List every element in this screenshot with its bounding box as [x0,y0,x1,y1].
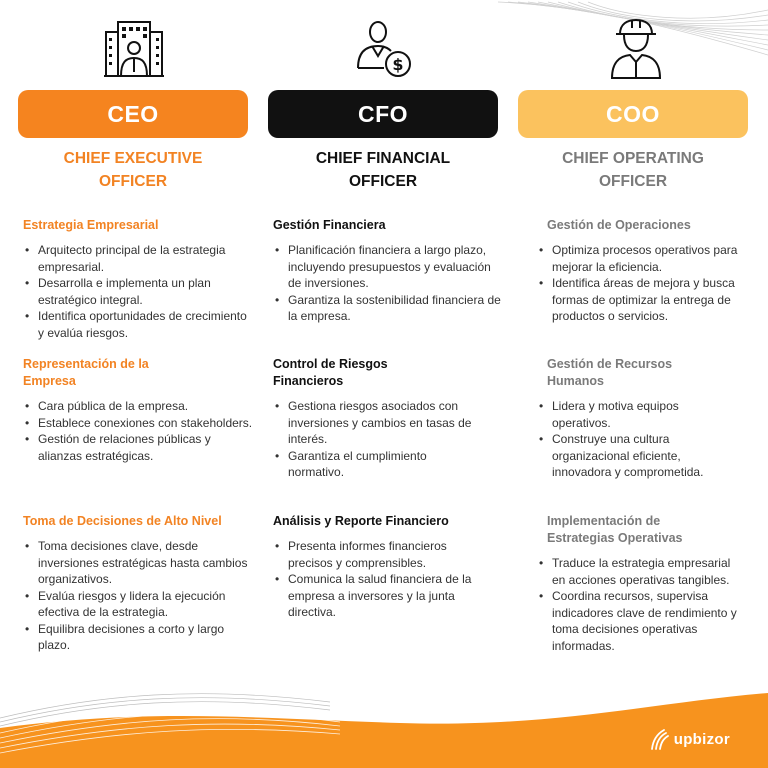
section-heading: Implementación de Estrategias Operativas [547,514,683,545]
brand-name: upbizor [673,730,730,748]
list-item: • Desarrolla e implementa un plan estratégico integral. [23,275,253,308]
section-heading: Análisis y Reporte Financiero [273,514,449,528]
list-item: • Comunica la salud financiera de la empresa a inversores y la junta directiva. [273,571,483,621]
office-building-executive-icon [104,18,164,82]
section-heading: Representación de la Empresa [23,357,149,388]
list-item: • Establece conexiones con stakeholders. [23,415,253,432]
list-item: • Construye una cultura organizacional eficiente, innovadora y comprometida. [537,431,737,481]
coo-title-line2: OFFICER [598,173,668,190]
ceo-section-representation [23,356,253,464]
list-item: • Coordina recursos, supervisa indicadores clave de rendimiento y toma decisiones operativas informadas. [537,588,737,654]
section-heading: Gestión Financiera [273,218,386,232]
ceo-title-line2: OFFICER [98,173,168,190]
list-item: • Identifica oportunidades de crecimiento y evalúa riesgos. [23,308,253,341]
list-item: • Cara pública de la empresa. [23,398,253,415]
list-item: • Identifica áreas de mejora y busca formas de optimizar la entrega de productos o servicios. [537,275,762,325]
coo-section-operations [547,217,768,325]
section-heading: Gestión de Operaciones [547,218,691,232]
section-heading: Control de Riesgos Financieros [273,357,388,388]
cfo-badge: CFO [268,90,498,138]
list-item: • Optimiza procesos operativos para mejorar la eficiencia. [537,242,762,275]
list-item: • Arquitecto principal de la estrategia empresarial. [23,242,253,275]
list-item: • Traduce la estrategia empresarial en acciones operativas tangibles. [537,555,737,588]
coo-section-strategy-implementation [547,513,737,654]
coo-title-line1: CHIEF OPERATING [562,150,704,167]
section-heading: Estrategia Empresarial [23,218,159,232]
businessman-dollar-icon [354,18,414,82]
ceo-title [18,147,248,193]
brand-logo [649,726,730,752]
list-item: • Presenta informes financieros precisos y comprensibles. [273,538,483,571]
ceo-badge: CEO [18,90,248,138]
worker-hardhat-icon [606,18,666,82]
cfo-section-analysis-reporting [273,513,503,621]
list-item: • Evalúa riesgos y lidera la ejecución efectiva de la estrategia. [23,588,253,621]
cfo-section-financial-management [273,217,503,325]
cfo-title-line1: CHIEF FINANCIAL [315,150,451,167]
ceo-title-line1: CHIEF EXECUTIVE [63,150,203,167]
coo-title [518,147,748,193]
cfo-title [268,147,498,193]
section-heading: Gestión de Recursos Humanos [547,357,673,388]
coo-section-human-resources [547,356,704,481]
list-item: • Planificación financiera a largo plazo, incluyendo presupuestos y evaluación de inversiones. [273,242,503,292]
section-heading: Toma de Decisiones de Alto Nivel [23,514,222,528]
list-item: • Garantiza la sostenibilidad financiera de la empresa. [273,292,503,325]
cfo-section-risk-control [273,356,472,481]
coo-badge: COO [518,90,748,138]
list-item: • Toma decisiones clave, desde inversiones estratégicas hasta cambios organizativos. [23,538,253,588]
cfo-title-line2: OFFICER [348,173,418,190]
upbizor-logo-icon [649,726,671,752]
list-item: • Gestión de relaciones públicas y alianzas estratégicas. [23,431,253,464]
list-item: • Equilibra decisiones a corto y largo plazo. [23,621,253,654]
list-item: • Lidera y motiva equipos operativos. [537,398,737,431]
list-item: • Garantiza el cumplimiento normativo. [273,448,478,481]
ceo-section-decisions [23,513,263,654]
ceo-section-strategy [23,217,253,341]
svg-text:$: $ [392,55,404,74]
list-item: • Gestiona riesgos asociados con inversiones y cambios en tasas de interés. [273,398,478,448]
